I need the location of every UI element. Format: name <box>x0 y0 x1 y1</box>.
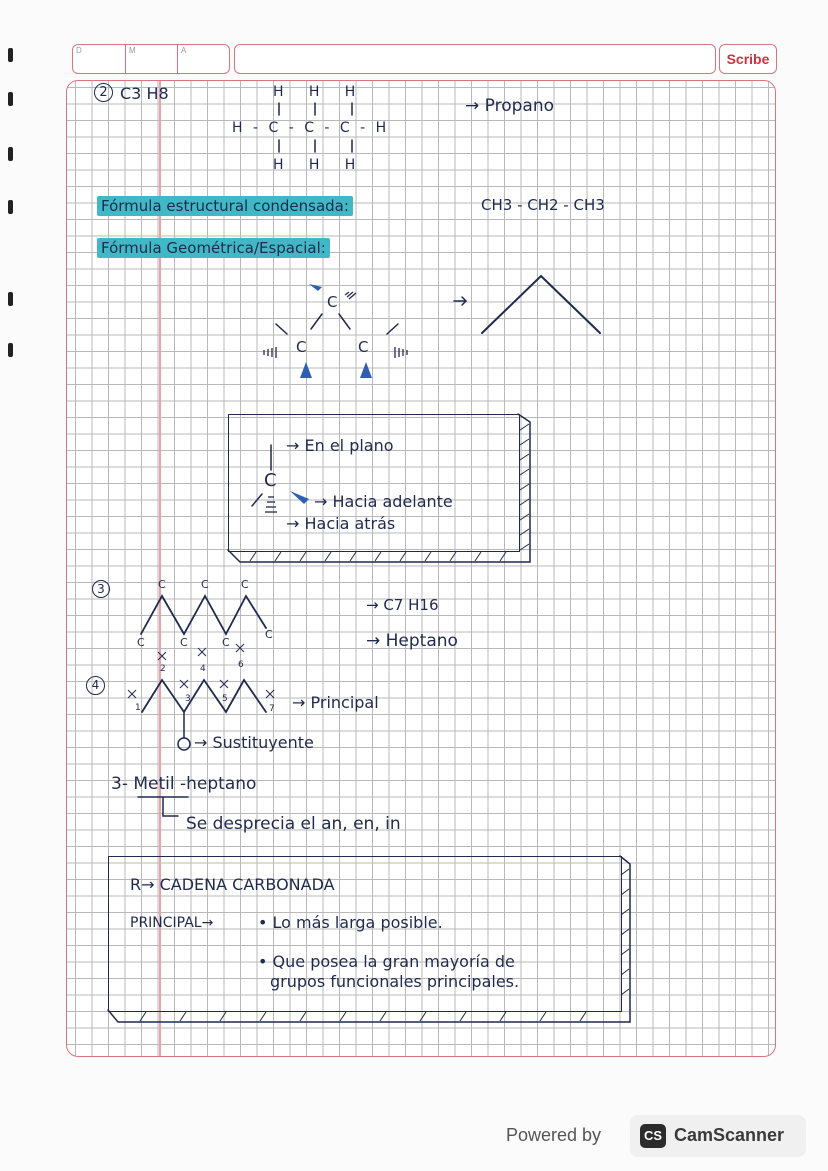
dashed-bonds <box>264 292 407 512</box>
bracket-arrow <box>163 797 178 816</box>
rule-box-depth <box>108 856 630 1022</box>
compound-name: 3- Metil -heptano <box>111 774 257 794</box>
condensed-formula: CH3 - CH2 - CH3 <box>481 196 605 214</box>
spatial-carbon-left: C <box>296 338 307 356</box>
section-number-2: 2 <box>94 83 113 102</box>
heptane-carbon-label: C <box>158 578 166 591</box>
substituent-label: → Sustituyente <box>194 733 314 752</box>
rule-bullet-2-line-2: grupos funcionales principales. <box>270 972 520 991</box>
heptane-carbon-label: C <box>137 636 145 649</box>
legend-backward: → Hacia atrás <box>286 514 396 533</box>
chain-number-5: 5 <box>222 694 228 704</box>
chain-number-4: 4 <box>200 664 206 674</box>
rule-bullet-1: • Lo más larga posible. <box>258 913 443 932</box>
heptane-carbon-label: C <box>222 636 230 649</box>
bond-line <box>276 324 287 334</box>
bond-line <box>387 324 398 334</box>
spatial-carbon-right: C <box>358 338 369 356</box>
heptane-zigzag <box>141 596 266 634</box>
legend-forward: → Hacia adelante <box>314 492 453 511</box>
hatching <box>140 424 629 1021</box>
camscanner-name: CamScanner <box>674 1125 785 1145</box>
bond-line <box>339 314 350 329</box>
chain-number-2: 2 <box>160 664 166 674</box>
wedge-bond <box>309 284 322 291</box>
struct-row-top: H H H <box>273 84 359 100</box>
wedge-bonds <box>290 284 372 504</box>
heptane-formula: → C7 H16 <box>366 596 439 614</box>
rule-principal-label: PRINCIPAL→ <box>130 915 214 931</box>
suffix-note: Se desprecia el an, en, in <box>186 814 401 834</box>
condensed-formula-label: Fórmula estructural condensada: <box>97 196 353 216</box>
chain-number-7: 7 <box>269 704 275 714</box>
legend-in-plane: → En el plano <box>286 436 394 455</box>
chain-number-3: 3 <box>185 694 191 704</box>
skeletal-propane <box>482 276 600 333</box>
heptane-name: → Heptano <box>366 631 458 651</box>
chain-number-6: 6 <box>238 660 244 670</box>
heptane-carbon-label: C <box>180 636 188 649</box>
struct-row-bot: H H H <box>273 157 359 173</box>
legend-carbon: C <box>264 470 277 491</box>
rule-bullet-2-line-1: • Que posea la gran mayoría de <box>258 952 515 971</box>
wedge-bond <box>360 362 372 378</box>
substituent-circle <box>178 738 190 750</box>
brand-logo: Scribe <box>719 44 777 74</box>
propane-formula: C3 H8 <box>120 84 169 103</box>
struct-row-mid: H - C - C - C - H <box>232 120 390 136</box>
rule-title: R→ CADENA CARBONADA <box>130 875 335 894</box>
heptane-carbon-label: C <box>241 578 249 591</box>
principal-label: → Principal <box>292 693 379 712</box>
date-label-day: D <box>76 46 82 55</box>
date-label-month: M <box>129 46 136 55</box>
spatial-carbon-top: C <box>327 293 338 311</box>
section-number-4: 4 <box>86 676 105 695</box>
legend-box-depth <box>228 414 530 562</box>
section-number-3: 3 <box>92 580 110 598</box>
powered-by-text: Powered by <box>506 1125 602 1145</box>
x-marks <box>128 644 274 698</box>
camscanner-logo-icon: CS <box>640 1124 666 1148</box>
geometric-formula-label: Fórmula Geométrica/Espacial: <box>97 238 330 258</box>
date-label-year: A <box>181 46 187 55</box>
propane-name: → Propano <box>465 96 555 116</box>
bond-line <box>311 314 322 329</box>
chain-number-1: 1 <box>135 703 141 713</box>
wedge-bond <box>300 362 312 378</box>
heptane-carbon-label: C <box>201 578 209 591</box>
wedge-bond <box>290 491 309 504</box>
methyl-heptane-zigzag <box>142 680 266 712</box>
bond-line <box>252 494 262 506</box>
heptane-carbon-label: C <box>265 628 273 641</box>
